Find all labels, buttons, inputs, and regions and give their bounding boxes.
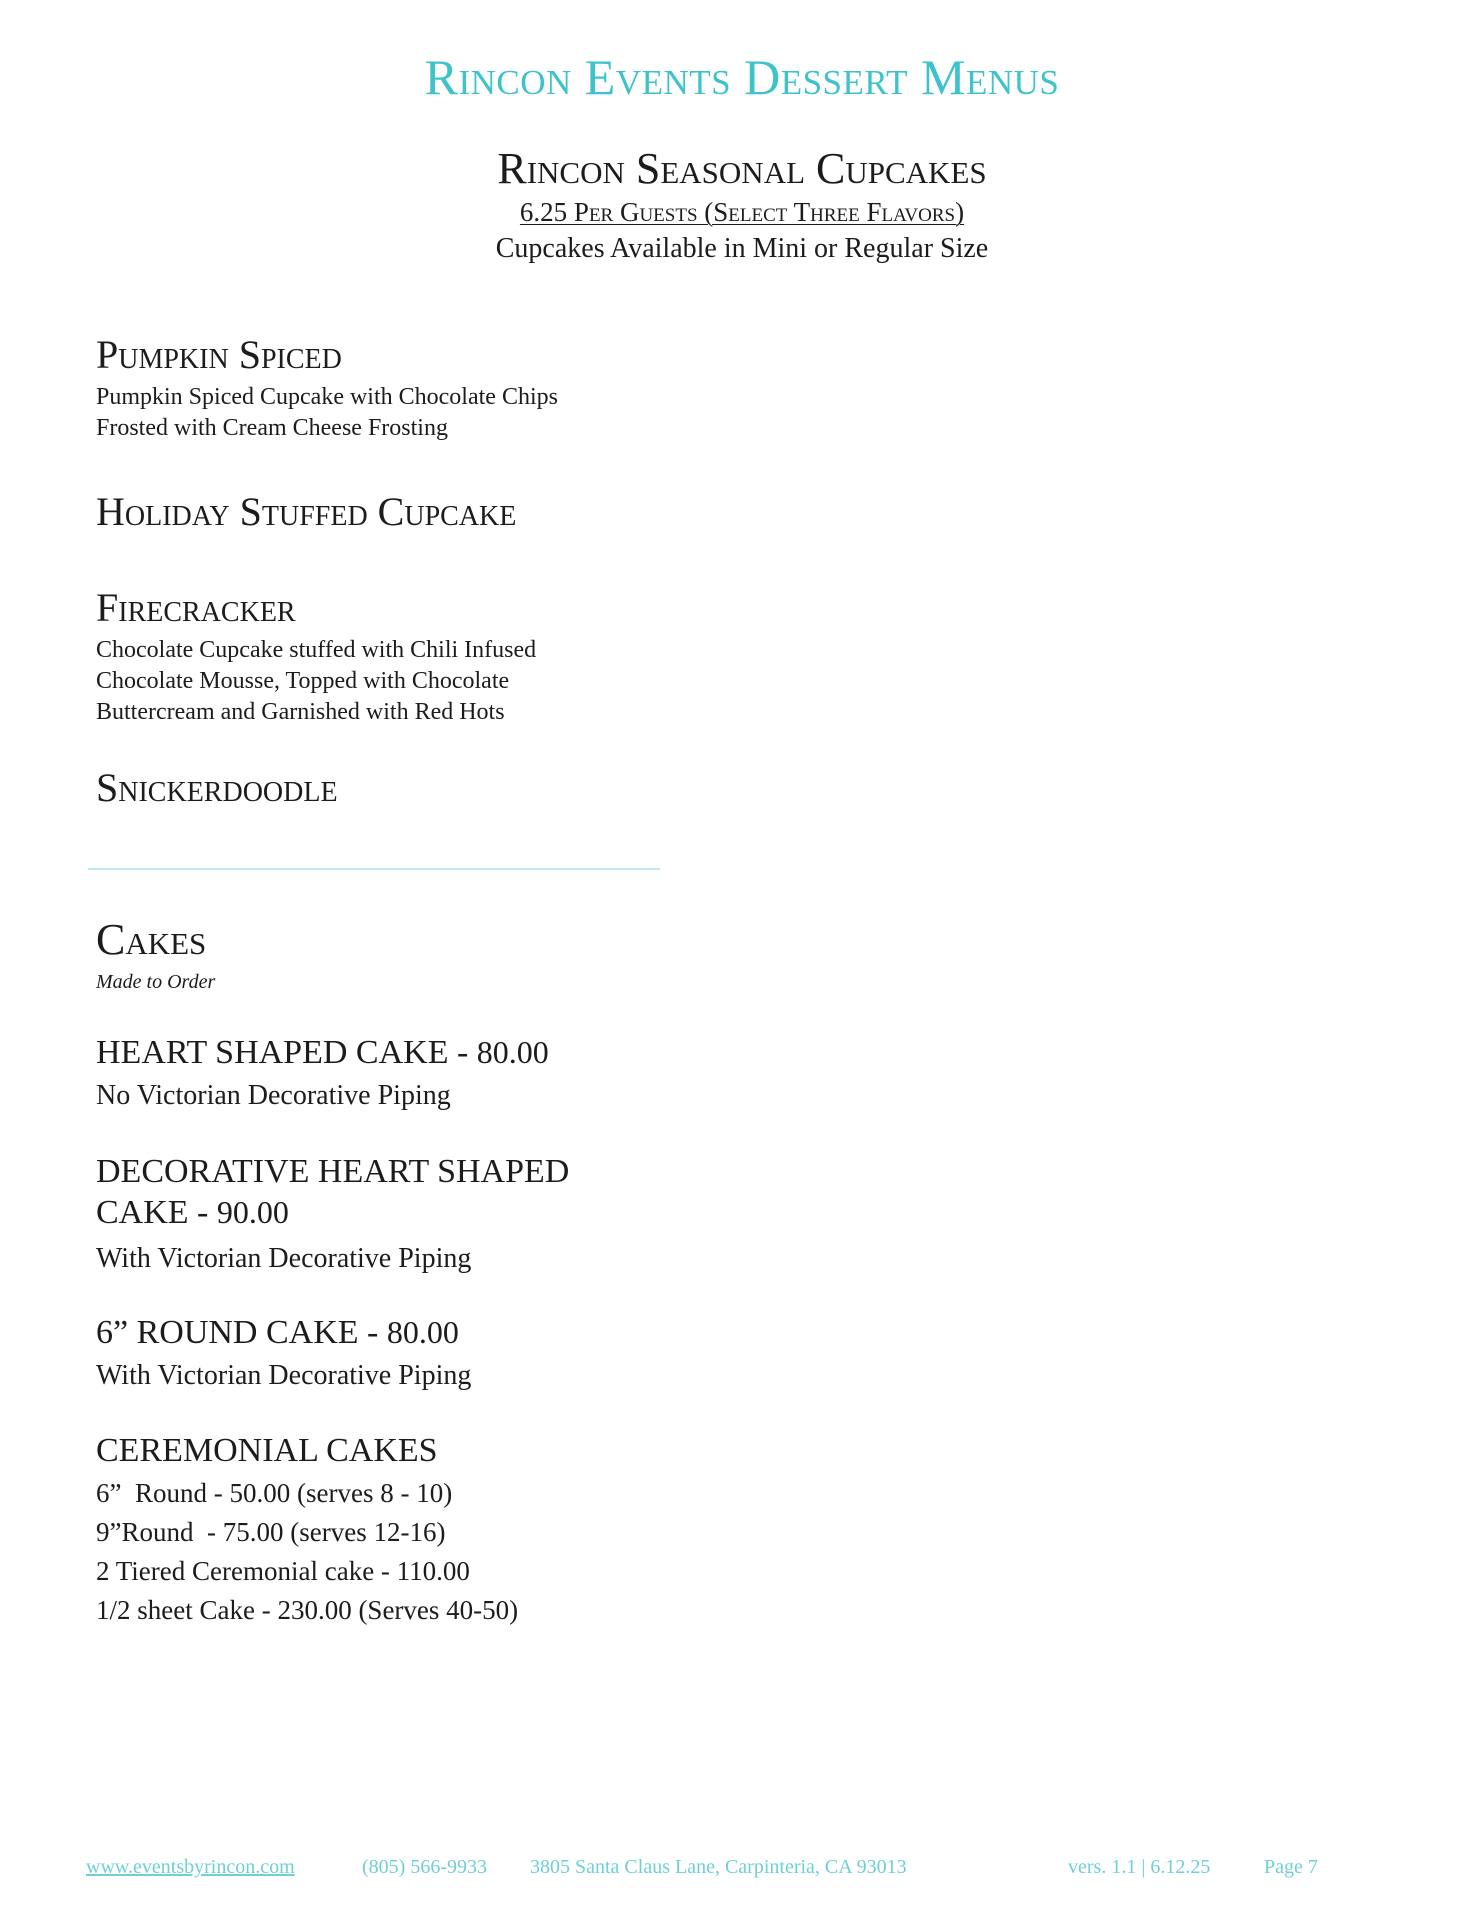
- cake-item-name: 6” ROUND CAKE -: [96, 1314, 387, 1351]
- cupcakes-price-text: 6.25 Per Guests (Select Three Flavors): [519, 197, 965, 227]
- footer-page-number: Page 7: [1264, 1856, 1318, 1878]
- page-title: Rincon Events Dessert Menus: [424, 49, 1060, 105]
- ceremonial-cake-line: 2 Tiered Ceremonial cake - 110.00: [96, 1556, 470, 1586]
- cakes-subheading: Made to Order: [96, 971, 216, 993]
- cakes-heading: Cakes: [96, 915, 207, 964]
- footer-phone: (805) 566-9933: [362, 1856, 487, 1878]
- cupcakes-size-line: Cupcakes Available in Mini or Regular Size: [495, 233, 989, 264]
- ceremonial-cake-line: 6” Round - 50.00 (serves 8 - 10): [96, 1478, 453, 1508]
- cupcake-item-title: Firecracker: [96, 585, 296, 630]
- cake-item-title: [96, 1032, 696, 1073]
- cake-item-note: With Victorian Decorative Piping: [96, 1360, 472, 1391]
- cupcake-item-title: Pumpkin Spiced: [96, 332, 342, 377]
- cupcake-item-title: Holiday Stuffed Cupcake: [96, 489, 517, 534]
- section-divider: [88, 868, 660, 870]
- cake-item-price: 80.00: [386, 1314, 459, 1350]
- cake-item-title: [96, 1312, 696, 1353]
- ceremonial-cakes-heading: CEREMONIAL CAKES: [96, 1432, 438, 1469]
- cake-item-title: [96, 1152, 656, 1233]
- ceremonial-cake-line: 9”Round - 75.00 (serves 12-16): [96, 1517, 446, 1547]
- ceremonial-cake-line: 1/2 sheet Cake - 230.00 (Serves 40-50): [96, 1595, 519, 1625]
- cake-item-name: HEART SHAPED CAKE -: [96, 1034, 477, 1071]
- cake-item-name: DECORATIVE HEART SHAPED CAKE -: [96, 1153, 570, 1231]
- cake-item-price: 80.00: [476, 1034, 549, 1070]
- cupcake-item-description: Pumpkin Spiced Cupcake with Chocolate Chips Frosted with Cream Cheese Frosting: [96, 384, 558, 441]
- cupcake-item-title: Snickerdoodle: [96, 765, 338, 810]
- ceremonial-cakes-list: [96, 1474, 518, 1630]
- cake-item-price: 90.00: [216, 1194, 289, 1230]
- footer-address: 3805 Santa Claus Lane, Carpinteria, CA 93013: [530, 1856, 907, 1878]
- cupcake-item-description: Chocolate Cupcake stuffed with Chili Infused Chocolate Mousse, Topped with Chocolate Buttercream and Garnished with Red Hots: [96, 637, 537, 725]
- footer-version: vers. 1.1 | 6.12.25: [1068, 1856, 1211, 1878]
- footer-website-link[interactable]: www.eventsbyrincon.com: [86, 1856, 295, 1878]
- cupcakes-price-line: [0, 199, 1484, 226]
- cake-item-note: With Victorian Decorative Piping: [96, 1243, 472, 1274]
- cupcakes-heading: Rincon Seasonal Cupcakes: [497, 144, 987, 193]
- cake-item-note: No Victorian Decorative Piping: [96, 1080, 451, 1111]
